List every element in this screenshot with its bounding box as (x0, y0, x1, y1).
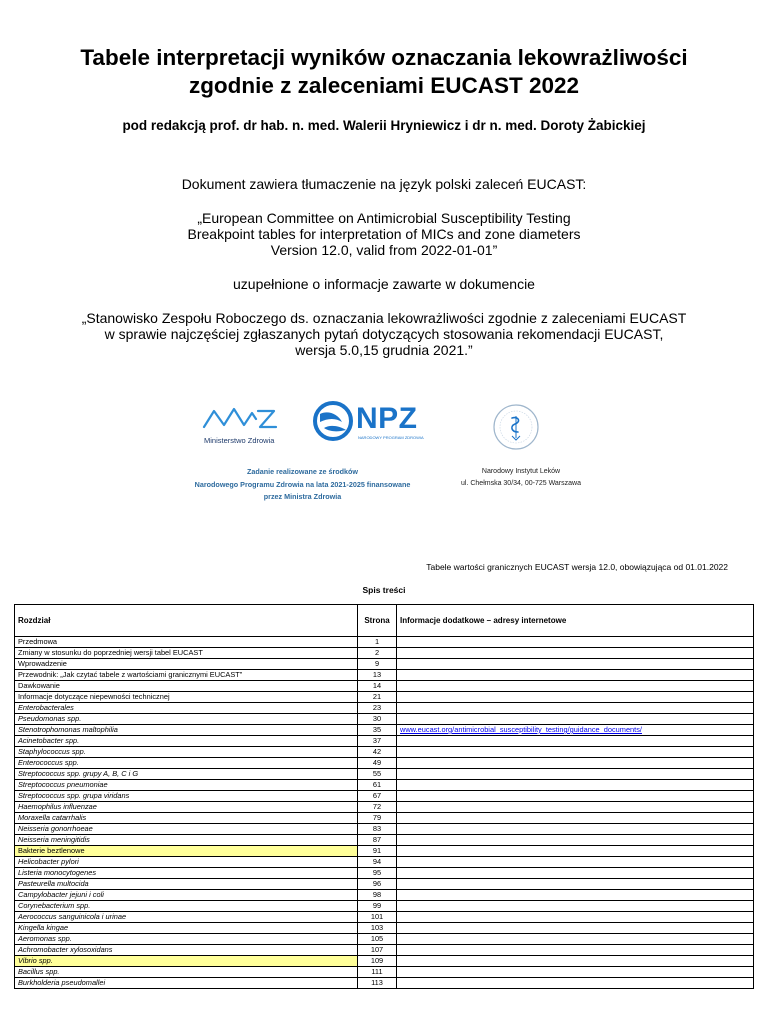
toc-info-cell (397, 934, 754, 945)
toc-chapter-cell: Corynebacterium spp. (15, 901, 358, 912)
ministry-of-health-logo (198, 403, 288, 449)
toc-chapter-cell: Aeromonas spp. (15, 934, 358, 945)
toc-page-cell: 2 (358, 648, 397, 659)
toc-chapter-cell: Streptococcus spp. grupy A, B, C i G (15, 769, 358, 780)
toc-header-page: Strona (358, 605, 397, 637)
toc-chapter-cell: Vibrio spp. (15, 956, 358, 967)
toc-page-cell: 101 (358, 912, 397, 923)
toc-chapter-cell: Bakterie beztlenowe (15, 846, 358, 857)
npz-subtitle: NARODOWY PROGRAM ZDROWIA (358, 435, 424, 440)
toc-info-cell (397, 659, 754, 670)
toc-page-cell: 67 (358, 791, 397, 802)
table-row (15, 659, 754, 670)
toc-info-link[interactable]: www.eucast.org/antimicrobial_susceptibility_testing/guidance_documents/ (400, 725, 642, 734)
toc-header-row (15, 605, 754, 637)
editors-line: pod redakcją prof. dr hab. n. med. Walerii Hryniewicz i dr n. med. Doroty Żabickiej (122, 118, 646, 133)
table-row (15, 912, 754, 923)
npz-logo (312, 400, 432, 445)
toc-chapter-cell: Wprowadzenie (15, 659, 358, 670)
toc-page-cell: 79 (358, 813, 397, 824)
toc-chapter-cell: Aerococcus sanguinicola i urinae (15, 912, 358, 923)
nil-street: ul. Chełmska 30/34, 00-725 Warszawa (461, 479, 581, 487)
table-row (15, 934, 754, 945)
toc-info-cell (397, 725, 754, 736)
table-row (15, 813, 754, 824)
title-line-2: zgodnie z zaleceniami EUCAST 2022 (188, 73, 580, 98)
quote1-line-3: Version 12.0, valid from 2022-01-01” (270, 242, 498, 258)
toc-chapter-cell: Streptococcus spp. grupa viridans (15, 791, 358, 802)
toc-page-cell: 109 (358, 956, 397, 967)
toc-page-cell: 21 (358, 692, 397, 703)
toc-info-cell (397, 648, 754, 659)
toc-info-cell (397, 670, 754, 681)
toc-chapter-cell: Bacillus spp. (15, 967, 358, 978)
toc-chapter-cell: Streptococcus pneumoniae (15, 780, 358, 791)
table-row (15, 824, 754, 835)
table-row (15, 637, 754, 648)
table-row (15, 978, 754, 989)
table-row (15, 945, 754, 956)
funding-line-3: przez Ministra Zdrowia (263, 492, 342, 501)
table-row (15, 780, 754, 791)
toc-chapter-cell: Campylobacter jejuni i coli (15, 890, 358, 901)
toc-page-cell: 96 (358, 879, 397, 890)
toc-info-cell (397, 681, 754, 692)
toc-info-cell (397, 637, 754, 648)
table-row (15, 879, 754, 890)
toc-chapter-cell: Acinetobacter spp. (15, 736, 358, 747)
toc-chapter-cell: Neisseria meningitidis (15, 835, 358, 846)
nil-seal-icon (491, 402, 541, 452)
toc-page-cell: 72 (358, 802, 397, 813)
toc-chapter-cell: Neisseria gonorrhoeae (15, 824, 358, 835)
toc-page-cell: 98 (358, 890, 397, 901)
table-row (15, 747, 754, 758)
table-row (15, 791, 754, 802)
intro-quote-polish (0, 310, 768, 358)
toc-page-cell: 113 (358, 978, 397, 989)
toc-info-cell (397, 967, 754, 978)
funding-line-2: Narodowego Programu Zdrowia na lata 2021-2025 finansowane (194, 479, 411, 489)
toc-info-cell (397, 813, 754, 824)
nil-seal-logo (491, 402, 541, 452)
table-row (15, 648, 754, 659)
running-header: Tabele wartości granicznych EUCAST wersja 12.0, obowiązująca od 01.01.2022 (426, 562, 728, 572)
table-row (15, 890, 754, 901)
toc-info-cell (397, 758, 754, 769)
toc-info-cell (397, 901, 754, 912)
title-line-1: Tabele interpretacji wyników oznaczania lekowrażliwości (80, 45, 688, 70)
toc-info-cell (397, 736, 754, 747)
quote1-line-1: „European Committee on Antimicrobial Susceptibility Testing (197, 210, 571, 226)
toc-chapter-cell: Enterococcus spp. (15, 758, 358, 769)
table-row (15, 758, 754, 769)
toc-title: Spis treści (362, 585, 406, 595)
table-row (15, 802, 754, 813)
toc-page-cell: 103 (358, 923, 397, 934)
toc-page-cell: 91 (358, 846, 397, 857)
npz-wordmark: NPZ (356, 402, 418, 435)
toc-page-cell: 35 (358, 725, 397, 736)
toc-page-cell: 55 (358, 769, 397, 780)
toc-info-cell (397, 956, 754, 967)
toc-page-cell: 83 (358, 824, 397, 835)
table-row (15, 857, 754, 868)
toc-chapter-cell: Haemophilus influenzae (15, 802, 358, 813)
table-row (15, 725, 754, 736)
quote2-line-1: „Stanowisko Zespołu Roboczego ds. oznaczania lekowrażliwości zgodnie z zaleceniami EUCAST (81, 310, 687, 326)
toc-header-chapter: Rozdział (15, 605, 358, 637)
quote2-line-2: w sprawie najczęściej zgłaszanych pytań dotyczących stosowania rekomendacji EUCAST, (104, 326, 664, 342)
ministry-of-health-mark-icon (198, 403, 288, 435)
funding-note (170, 466, 435, 504)
toc-info-cell (397, 835, 754, 846)
toc-info-cell (397, 978, 754, 989)
toc-page-cell: 37 (358, 736, 397, 747)
npz-emblem-icon (312, 400, 354, 442)
table-row (15, 967, 754, 978)
toc-chapter-cell: Przewodnik: „Jak czytać tabele z wartościami granicznymi EUCAST” (15, 670, 358, 681)
toc-page-cell: 87 (358, 835, 397, 846)
toc-chapter-cell: Moraxella catarrhalis (15, 813, 358, 824)
toc-info-cell (397, 714, 754, 725)
toc-info-cell (397, 945, 754, 956)
toc-info-cell (397, 846, 754, 857)
toc-page-cell: 23 (358, 703, 397, 714)
nil-name: Narodowy Instytut Leków (481, 468, 561, 475)
intro-quote-english (0, 210, 768, 258)
table-row (15, 703, 754, 714)
table-row (15, 670, 754, 681)
toc-info-cell (397, 879, 754, 890)
toc-chapter-cell: Zmiany w stosunku do poprzedniej wersji tabel EUCAST (15, 648, 358, 659)
toc-chapter-cell: Pasteurella multocida (15, 879, 358, 890)
document-title (0, 44, 768, 100)
toc-table (14, 604, 754, 989)
intro-supplement: uzupełnione o informacje zawarte w dokumencie (233, 276, 535, 292)
toc-page-cell: 30 (358, 714, 397, 725)
toc-info-cell (397, 824, 754, 835)
table-row (15, 692, 754, 703)
toc-info-cell (397, 912, 754, 923)
toc-info-cell (397, 747, 754, 758)
toc-info-cell (397, 868, 754, 879)
toc-page-cell: 61 (358, 780, 397, 791)
table-row (15, 868, 754, 879)
ministry-of-health-caption: Ministerstwo Zdrowia (204, 436, 275, 445)
toc-chapter-cell: Listeria monocytogenes (15, 868, 358, 879)
toc-chapter-cell: Dawkowanie (15, 681, 358, 692)
toc-chapter-cell: Kingella kingae (15, 923, 358, 934)
toc-page-cell: 95 (358, 868, 397, 879)
toc-page-cell: 1 (358, 637, 397, 648)
table-row (15, 736, 754, 747)
toc-chapter-cell: Przedmowa (15, 637, 358, 648)
toc-info-cell (397, 857, 754, 868)
quote1-line-2: Breakpoint tables for interpretation of MICs and zone diameters (187, 226, 581, 242)
toc-page-cell: 94 (358, 857, 397, 868)
toc-chapter-cell: Pseudomonas spp. (15, 714, 358, 725)
table-row (15, 923, 754, 934)
toc-page-cell: 9 (358, 659, 397, 670)
toc-page-cell: 111 (358, 967, 397, 978)
toc-page-cell: 42 (358, 747, 397, 758)
toc-info-cell (397, 791, 754, 802)
toc-chapter-cell: Staphylococcus spp. (15, 747, 358, 758)
toc-chapter-cell: Stenotrophomonas maltophilia (15, 725, 358, 736)
toc-chapter-cell: Achromobacter xylosoxidans (15, 945, 358, 956)
quote2-line-3: wersja 5.0,15 grudnia 2021.” (295, 342, 473, 358)
toc-chapter-cell: Burkholderia pseudomallei (15, 978, 358, 989)
table-row (15, 956, 754, 967)
toc-info-cell (397, 692, 754, 703)
toc-header-info: Informacje dodatkowe – adresy internetowe (397, 605, 754, 637)
table-row (15, 835, 754, 846)
toc-info-cell (397, 890, 754, 901)
funding-line-1: Zadanie realizowane ze środków (246, 467, 359, 476)
toc-info-cell (397, 780, 754, 791)
toc-page-cell: 107 (358, 945, 397, 956)
table-row (15, 846, 754, 857)
table-row (15, 769, 754, 780)
toc-info-cell (397, 802, 754, 813)
table-row (15, 901, 754, 912)
table-row (15, 714, 754, 725)
toc-info-cell (397, 923, 754, 934)
toc-page-cell: 13 (358, 670, 397, 681)
toc-info-cell (397, 769, 754, 780)
toc-chapter-cell: Informacje dotyczące niepewności technicznej (15, 692, 358, 703)
toc-page-cell: 105 (358, 934, 397, 945)
intro-lead: Dokument zawiera tłumaczenie na język polski zaleceń EUCAST: (181, 176, 587, 192)
nil-address (436, 466, 606, 489)
toc-page-cell: 14 (358, 681, 397, 692)
toc-info-cell (397, 703, 754, 714)
toc-chapter-cell: Helicobacter pylori (15, 857, 358, 868)
table-row (15, 681, 754, 692)
toc-page-cell: 99 (358, 901, 397, 912)
toc-page-cell: 49 (358, 758, 397, 769)
toc-chapter-cell: Enterobacterales (15, 703, 358, 714)
